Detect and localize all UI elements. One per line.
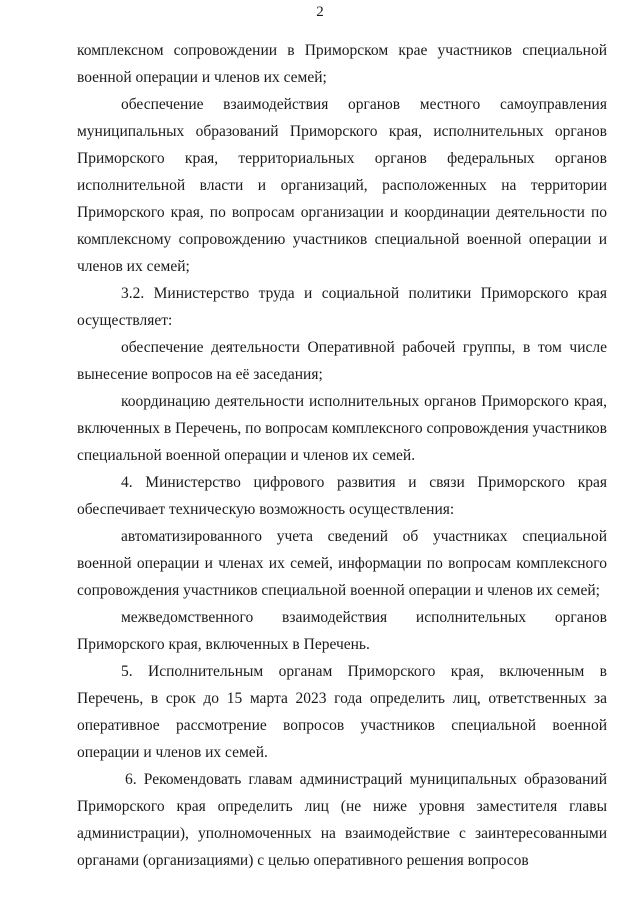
paragraph-section-4: 4. Министерство цифрового развития и связи Приморского края обеспечивает техническую возможность осуществления: bbox=[77, 474, 607, 518]
paragraph-operational-group: обеспечение деятельности Оперативной рабочей группы, в том числе вынесение вопросов на её заседания; bbox=[77, 339, 607, 383]
paragraph-continuation: комплексном сопровождении в Приморском крае участников специальной военной операции и членов их семей; bbox=[77, 42, 607, 86]
paragraph-automated-accounting: автоматизированного учета сведений об участниках специальной военной операции и членах их семей, информации по вопросам комплексного сопровождения участников специальной военной операции и членов их семей; bbox=[77, 528, 607, 599]
paragraph-coordination: координацию деятельности исполнительных органов Приморского края, включенных в Перечень, по вопросам комплексного сопровождения участников специальной военной операции и членов их семей. bbox=[77, 393, 608, 464]
paragraph-section-5: 5. Исполнительным органам Приморского края, включенным в Перечень, в срок до 15 марта 2023 года определить лиц, ответственных за оперативное рассмотрение вопросов участников специальной военной операции и членов их семей. bbox=[77, 663, 607, 761]
paragraph-section-3-2: 3.2. Министерство труда и социальной политики Приморского края осуществляет: bbox=[77, 285, 607, 329]
document-body bbox=[77, 37, 607, 874]
paragraph-section-6: 6. Рекомендовать главам администраций муниципальных образований Приморского края определить лиц (не ниже уровня заместителя главы администрации), уполномоченных на взаимодействие с заинтересованными органами (организациями) с целью оперативного решения вопросов bbox=[77, 771, 607, 869]
page-number: 2 bbox=[316, 4, 324, 20]
paragraph-interagency: межведомственного взаимодействия исполнительных органов Приморского края, включенных в Перечень. bbox=[77, 609, 607, 653]
paragraph-interaction: обеспечение взаимодействия органов местного самоуправления муниципальных образований Приморского края, исполнительных органов Приморского края, территориальных органов федеральных органов исполнительной власти и организаций, расположенных на территории Приморского края, по вопросам организации и координации деятельности по комплексному сопровождению участников специальной военной операции и членов их семей; bbox=[77, 96, 607, 275]
